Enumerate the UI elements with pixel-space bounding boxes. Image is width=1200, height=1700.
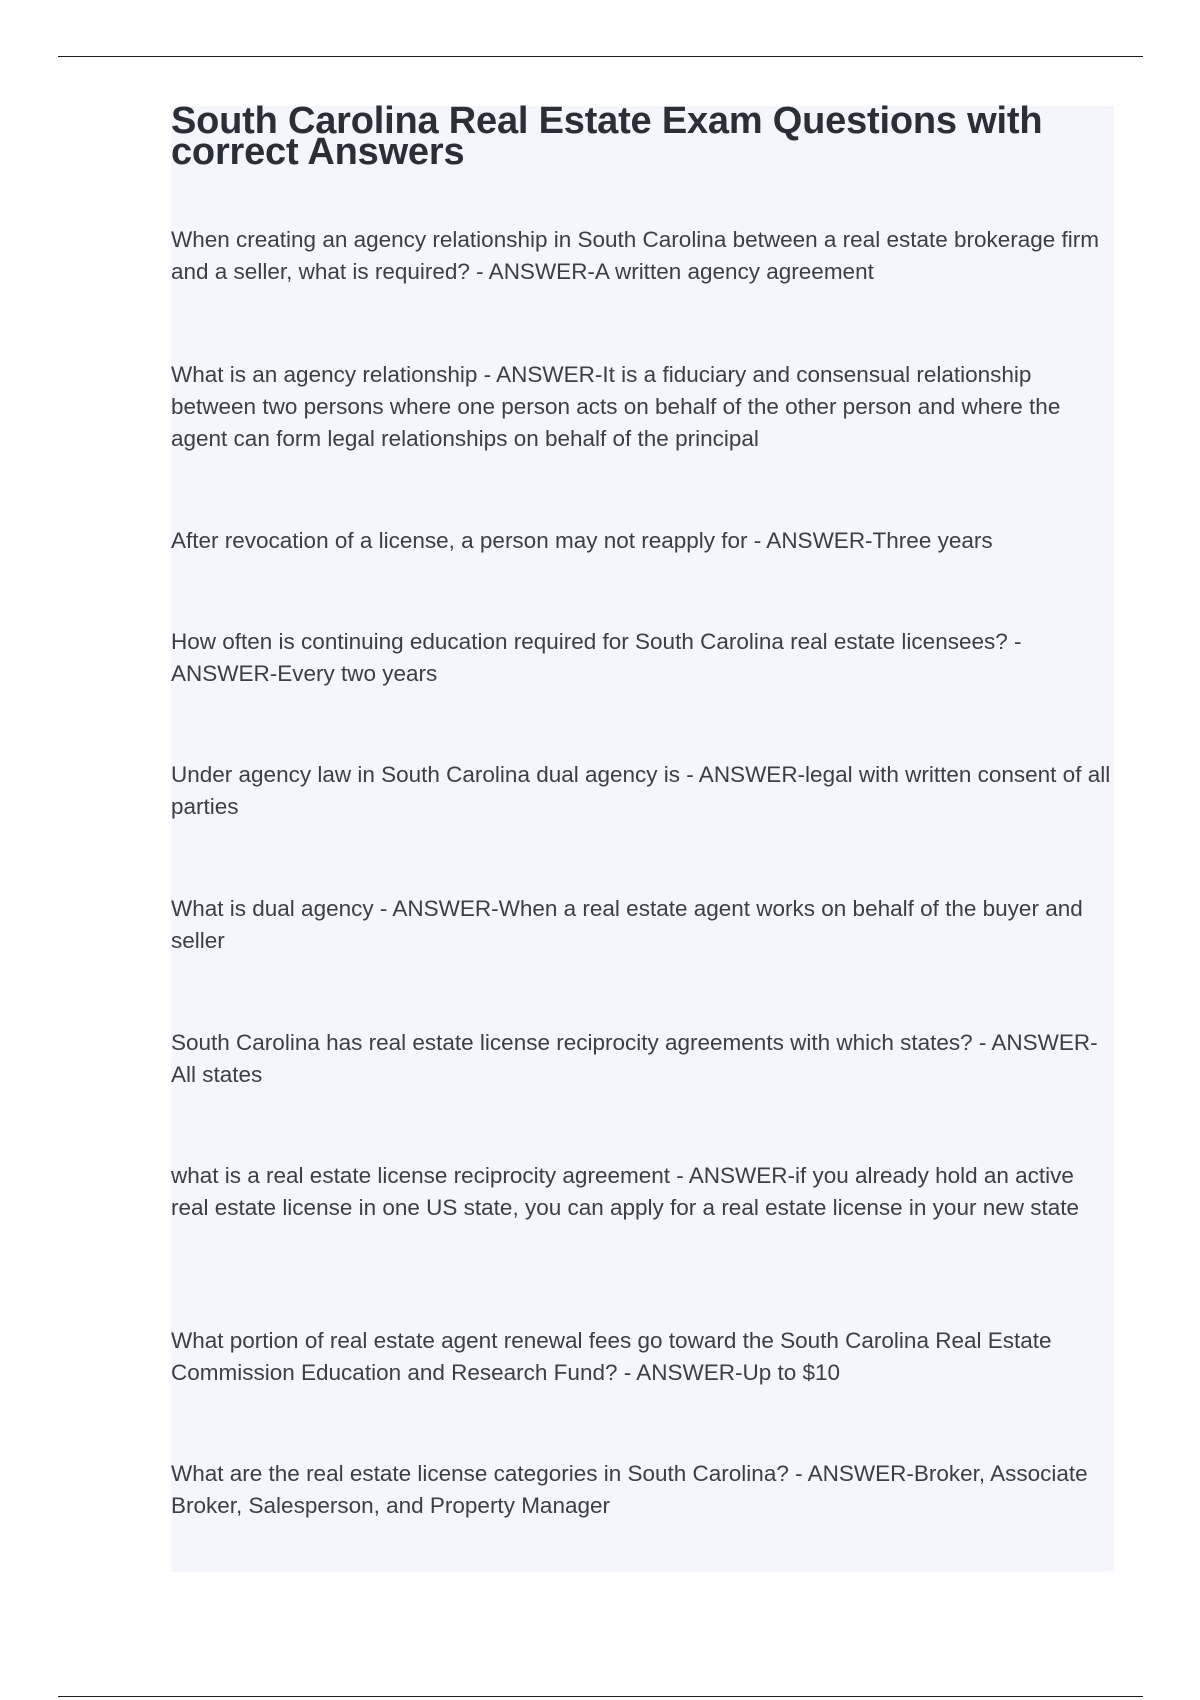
bottom-divider [58, 1696, 1143, 1697]
qa-item: what is a real estate license reciprocity agreement - ANSWER-if you already hold an active real estate license in one US state, you can apply for a real estate license in your new state [171, 1163, 1080, 1220]
qa-item: How often is continuing education required for South Carolina real estate licensees? - ANSWER-Every two years [171, 629, 1022, 686]
top-divider [58, 56, 1143, 57]
qa-item: What portion of real estate agent renewal fees go toward the South Carolina Real Estate Commission Education and Research Fund? - ANSWER-Up to $10 [171, 1328, 1052, 1385]
qa-item: What is an agency relationship - ANSWER-It is a fiduciary and consensual relationship between two persons where one person acts on behalf of the other person and where the agent can form legal relationships on behalf of the principal [171, 362, 1061, 451]
qa-item: When creating an agency relationship in South Carolina between a real estate brokerage firm and a seller, what is required? - ANSWER-A written agency agreement [171, 227, 1100, 284]
qa-item: Under agency law in South Carolina dual agency is - ANSWER-legal with written consent of all parties [171, 762, 1111, 819]
document-body [171, 100, 1114, 1572]
qa-item: What are the real estate license categories in South Carolina? - ANSWER-Broker, Associate Broker, Salesperson, and Property Manager [171, 1461, 1088, 1518]
document-title: South Carolina Real Estate Exam Questions with correct Answers [171, 100, 1043, 173]
qa-item: South Carolina has real estate license reciprocity agreements with which states? - ANSWER-All states [171, 1030, 1098, 1087]
qa-item: After revocation of a license, a person may not reapply for - ANSWER-Three years [171, 528, 993, 553]
qa-item: What is dual agency - ANSWER-When a real estate agent works on behalf of the buyer and seller [171, 896, 1083, 953]
